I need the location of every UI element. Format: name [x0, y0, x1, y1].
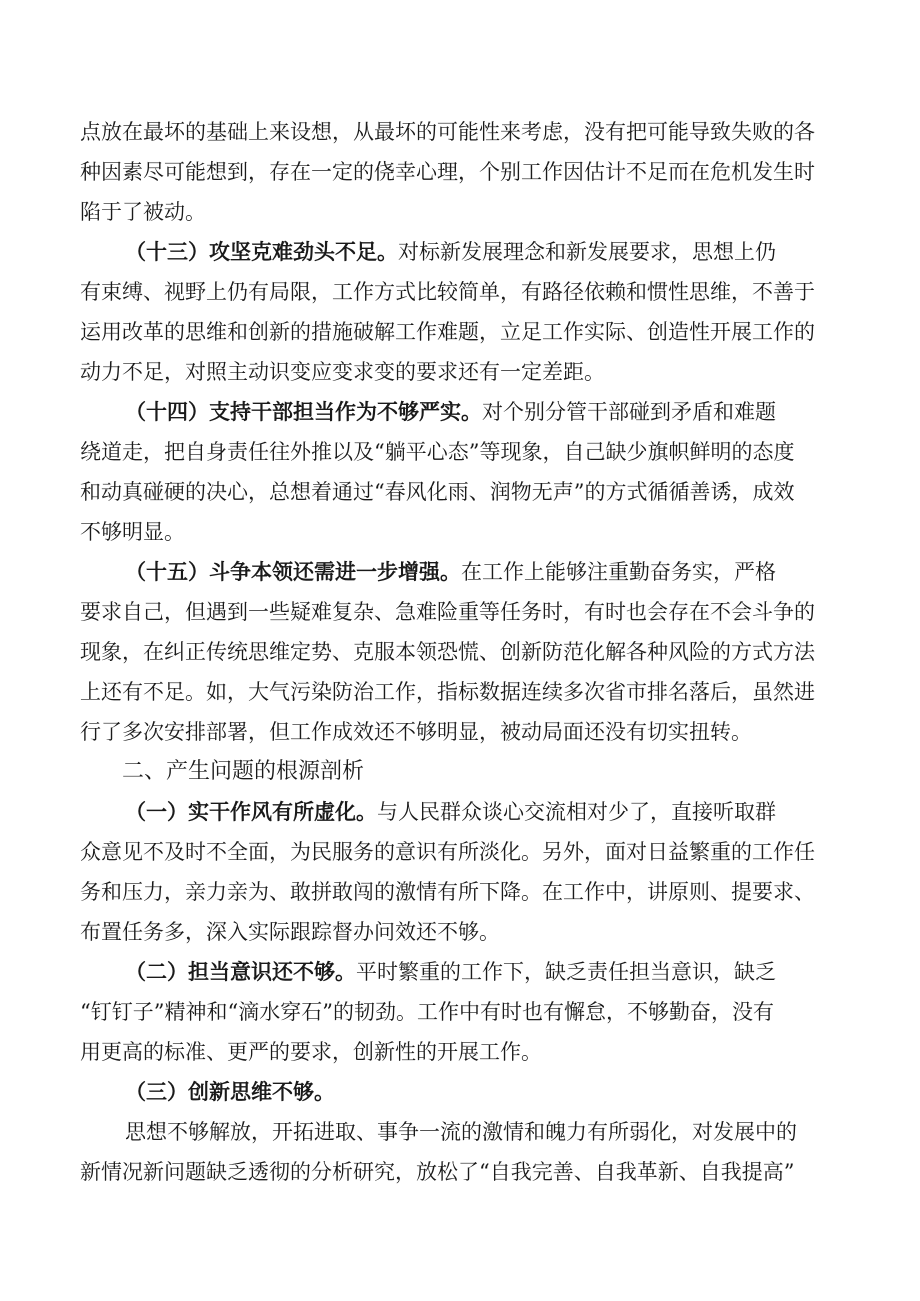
- cause-3-title: （三）创新思维不够。: [125, 1080, 335, 1104]
- paragraph-line: 上还有不足。如，大气污染防治工作，指标数据连续多次省市排名落后，虽然进: [80, 680, 815, 704]
- paragraph-line: 不够明显。: [80, 520, 185, 544]
- paragraph-first-line: [125, 798, 776, 826]
- paragraph-first-line: [125, 398, 776, 426]
- paragraph-first-line: [125, 958, 776, 986]
- section-heading: 二、产生问题的根源剖析: [122, 759, 365, 784]
- item-15-title: （十五）斗争本领还需进一步增强。: [125, 560, 461, 584]
- paragraph-text: 与人民群众谈心交流相对少了，直接听取群: [377, 800, 776, 824]
- paragraph-line: 种因素尽可能想到，存在一定的侥幸心理，个别工作因估计不足而在危机发生时: [80, 160, 815, 184]
- paragraph-line: 要求自己，但遇到一些疑难复杂、急难险重等任务时，有时也会存在不会斗争的: [80, 600, 815, 624]
- paragraph-line: 众意见不及时不全面，为民服务的意识有所淡化。另外，面对日益繁重的工作任: [80, 840, 815, 864]
- paragraph-line: “钉钉子”精神和“滴水穿石”的韧劲。工作中有时也有懈怠，不够勤奋，没有: [80, 1000, 774, 1024]
- cause-2-title: （二）担当意识还不够。: [125, 960, 356, 984]
- paragraph-line: 务和压力，亲力亲为、敢拼敢闯的激情有所下降。在工作中，讲原则、提要求、: [80, 880, 815, 904]
- paragraph-line: 布置任务多，深入实际跟踪督办问效还不够。: [80, 920, 500, 944]
- paragraph-line: 新情况新问题缺乏透彻的分析研究，放松了“自我完善、自我革新、自我提高”: [80, 1160, 795, 1184]
- paragraph-text: 平时繁重的工作下，缺乏责任担当意识，缺乏: [356, 960, 776, 984]
- paragraph-line: 行了多次安排部署，但工作成效还不够明显，被动局面还没有切实扭转。: [80, 720, 752, 744]
- paragraph-text: 在工作上能够注重勤奋务实，严格: [461, 560, 776, 584]
- paragraph-line: 思想不够解放，开拓进取、事争一流的激情和魄力有所弱化，对发展中的: [125, 1120, 797, 1144]
- cause-1-title: （一）实干作风有所虚化。: [125, 800, 377, 824]
- item-14-title: （十四）支持干部担当作为不够严实。: [125, 400, 482, 424]
- paragraph-line: 点放在最坏的基础上来设想，从最坏的可能性来考虑，没有把可能导致失败的各: [80, 120, 815, 144]
- paragraph-first-line: [125, 558, 776, 586]
- paragraph-line: 和动真碰硬的决心，总想着通过“春风化雨、润物无声”的方式循循善诱，成效: [80, 480, 795, 504]
- paragraph-line: 现象，在纠正传统思维定势、克服本领恐慌、创新防范化解各种风险的方式方法: [80, 640, 815, 664]
- paragraph-line: 绕道走，把自身责任往外推以及“躺平心态”等现象，自己缺少旗帜鲜明的态度: [80, 440, 795, 464]
- paragraph-line: 动力不足，对照主动识变应变求变的要求还有一定差距。: [80, 360, 605, 384]
- paragraph-line: 陷于了被动。: [80, 200, 206, 224]
- item-13-title: （十三）攻坚克难劲头不足。: [125, 240, 398, 264]
- paragraph-first-line: [125, 238, 776, 266]
- paragraph-text: 对标新发展理念和新发展要求，思想上仍: [398, 240, 776, 264]
- paragraph-text: 对个别分管干部碰到矛盾和难题: [482, 400, 776, 424]
- paragraph-line: 用更高的标准、更严的要求，创新性的开展工作。: [80, 1040, 542, 1064]
- paragraph-line: 有束缚、视野上仍有局限，工作方式比较简单，有路径依赖和惯性思维，不善于: [80, 280, 815, 304]
- paragraph-line: 运用改革的思维和创新的措施破解工作难题，立足工作实际、创造性开展工作的: [80, 320, 815, 344]
